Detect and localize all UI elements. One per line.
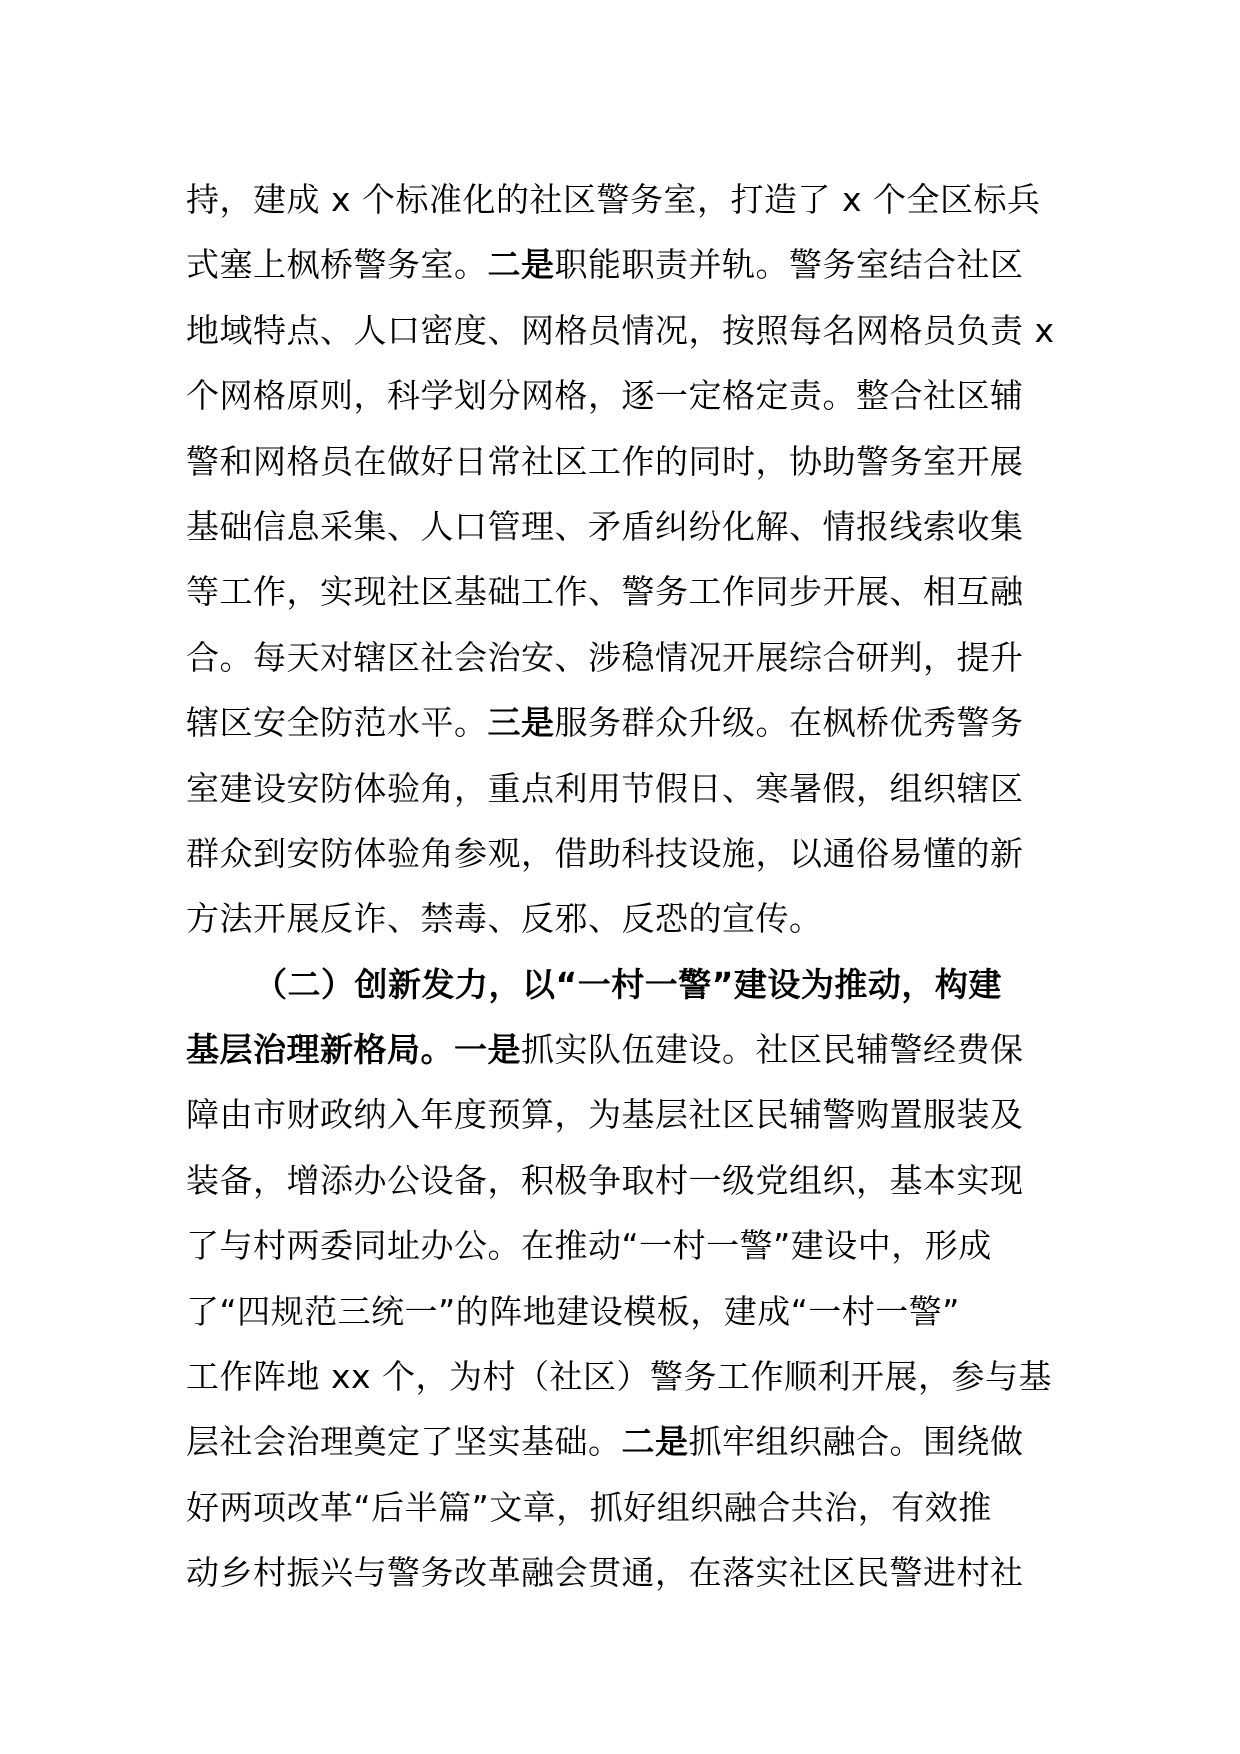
section-heading-line: （二）创新发力，以“一村一警”建设为推动，构建	[254, 964, 1002, 1004]
text-line: 基层治理新格局。一是抓实队伍建设。社区民辅警经费保	[186, 1030, 1024, 1070]
text-line: 持，建成 x 个标准化的社区警务室，打造了 x 个全区标兵	[186, 180, 1041, 219]
text-line: 了与村两委同址办公。在推动“一村一警”建设中，形成	[186, 1226, 992, 1266]
text-line: 警和网格员在做好日常社区工作的同时，协助警务室开展	[186, 441, 1024, 481]
text-line: 地域特点、人口密度、网格员情况，按照每名网格员负责 x	[186, 310, 1055, 350]
text-line: 工作阵地 xx 个，为村（社区）警务工作顺利开展，参与基	[186, 1357, 1053, 1397]
body-text	[186, 167, 1056, 1606]
text-line: 好两项改革“后半篇”文章，抓好组织融合共治，有效推	[186, 1487, 992, 1527]
text-line: 辖区安全防范水平。三是服务群众升级。在枫桥优秀警务	[186, 703, 1024, 743]
text-line: 基础信息采集、人口管理、矛盾纠纷化解、情报线索收集	[186, 506, 1024, 546]
text-line: 式塞上枫桥警务室。二是职能职责并轨。警务室结合社区	[186, 245, 1024, 285]
text-line: 方法开展反诈、禁毒、反邪、反恐的宣传。	[186, 899, 823, 939]
text-line: 动乡村振兴与警务改革融会贯通，在落实社区民警进村社	[186, 1553, 1024, 1593]
text-line: 装备，增添办公设备，积极争取村一级党组织，基本实现	[186, 1160, 1024, 1200]
text-line: 障由市财政纳入年度预算，为基层社区民辅警购置服装及	[186, 1095, 1024, 1135]
text-line: 了“四规范三统一”的阵地建设模板，建成“一村一警”	[186, 1291, 960, 1331]
text-line: 个网格原则，科学划分网格，逐一定格定责。整合社区辅	[186, 376, 1024, 416]
text-line: 等工作，实现社区基础工作、警务工作同步开展、相互融	[186, 572, 1024, 612]
text-line: 合。每天对辖区社会治安、涉稳情况开展综合研判，提升	[186, 637, 1024, 677]
text-line: 层社会治理奠定了坚实基础。二是抓牢组织融合。围绕做	[186, 1422, 1024, 1462]
text-line: 群众到安防体验角参观，借助科技设施，以通俗易懂的新	[186, 833, 1024, 873]
text-line: 室建设安防体验角，重点利用节假日、寒暑假，组织辖区	[186, 768, 1024, 808]
